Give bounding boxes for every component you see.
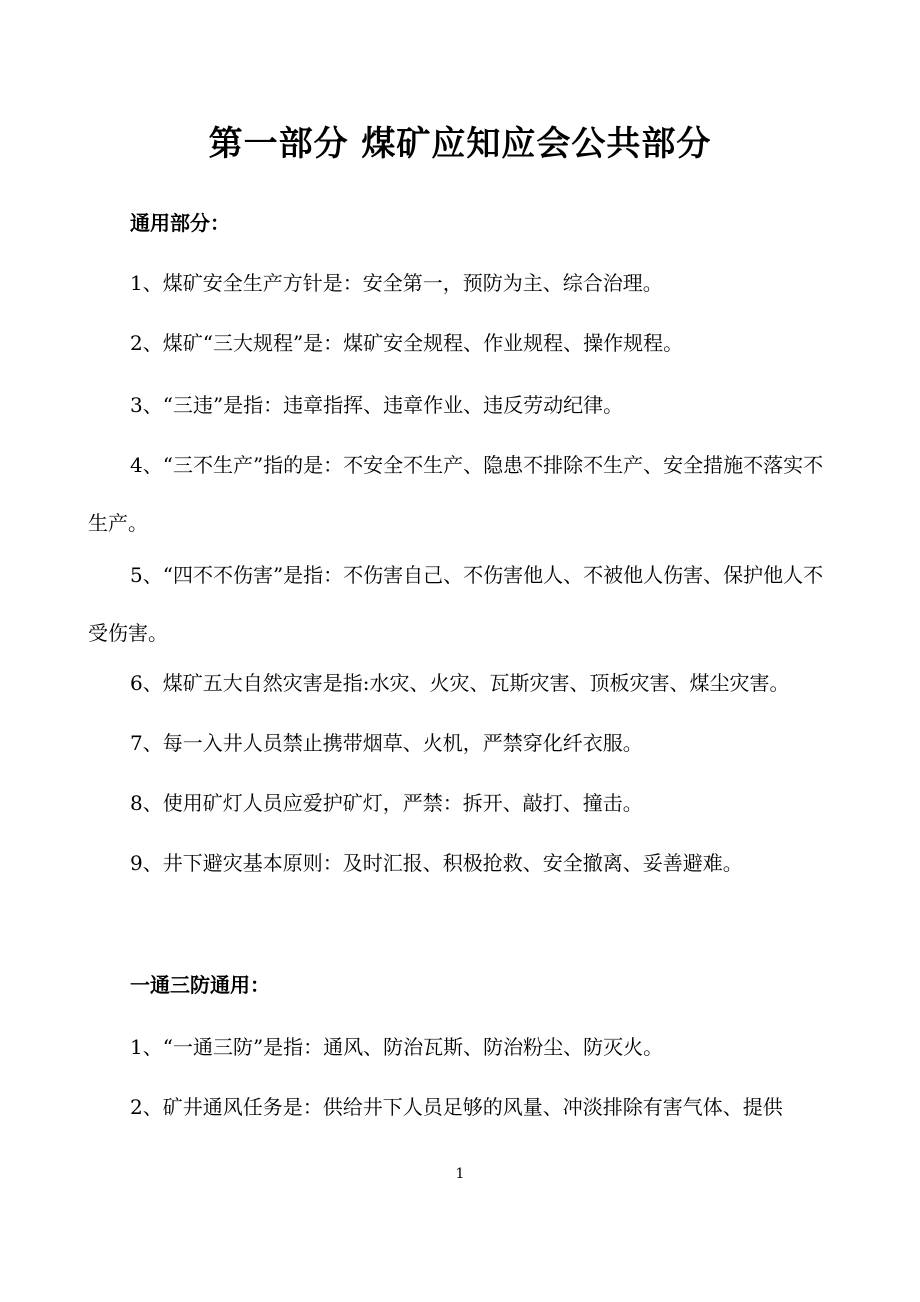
page-title: 第一部分 煤矿应知应会公共部分 xyxy=(208,124,712,164)
list-item: 8、使用矿灯人员应爱护矿灯，严禁：拆开、敲打、撞击。 xyxy=(130,791,643,815)
list-item: 1、“一通三防”是指：通风、防治瓦斯、防治粉尘、防灭火。 xyxy=(130,1035,664,1059)
section-heading-general: 通用部分： xyxy=(130,211,230,235)
list-item: 4、“三不生产”指的是：不安全不生产、隐患不排除不生产、安全措施不落实不生产。 xyxy=(88,453,824,535)
list-item: 2、煤矿“三大规程”是：煤矿安全规程、作业规程、操作规程。 xyxy=(130,331,684,355)
list-item: 2、矿井通风任务是：供给井下人员足够的风量、冲淡排除有害气体、提供 xyxy=(130,1095,783,1119)
page-number: 1 xyxy=(455,1166,465,1182)
list-item: 7、每一入井人员禁止携带烟草、火机，严禁穿化纤衣服。 xyxy=(130,731,643,755)
list-item: 9、井下避灾基本原则：及时汇报、积极抢救、安全撤离、妥善避难。 xyxy=(130,851,743,875)
list-item: 1、煤矿安全生产方针是：安全第一，预防为主、综合治理。 xyxy=(130,271,663,295)
list-item: 5、“四不不伤害”是指：不伤害自己、不伤害他人、不被他人伤害、保护他人不受伤害。 xyxy=(88,563,824,645)
section-heading-ventilation: 一通三防通用： xyxy=(130,973,270,997)
list-item: 6、煤矿五大自然灾害是指:水灾、火灾、瓦斯灾害、顶板灾害、煤尘灾害。 xyxy=(130,671,790,695)
list-item: 3、“三违”是指：违章指挥、违章作业、违反劳动纪律。 xyxy=(130,393,624,417)
